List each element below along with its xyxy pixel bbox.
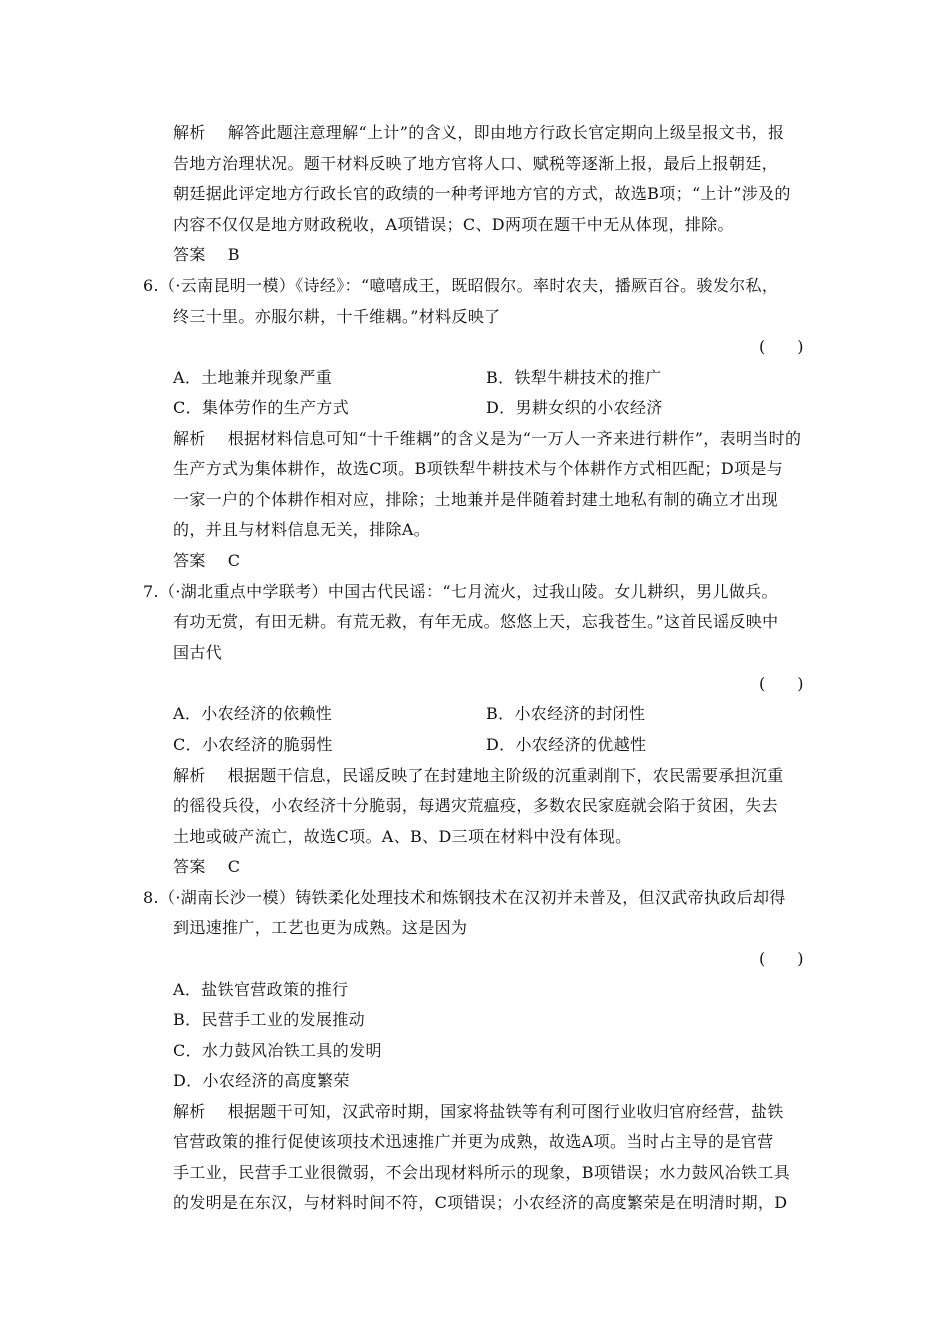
q8-option-c: C．水力鼓风冶铁工具的发明: [173, 1041, 382, 1060]
answer-label: 答案: [173, 857, 206, 876]
q7-option-c: C．小农经济的脆弱性: [173, 735, 333, 754]
q7-answer: [173, 857, 240, 877]
answer-label: 答案: [173, 245, 206, 264]
q8-analysis-line-2: 官营政策的推行促使该项技术迅速推广并更为成熟，故选A项。当时占主导的是官营: [173, 1132, 774, 1151]
q7-option-d: D．小农经济的优越性: [486, 735, 647, 754]
q6-analysis-line-2: 生产方式为集体耕作，故选C项。B项铁犁牛耕技术与个体耕作方式相匹配；D项是与: [173, 459, 784, 478]
q7-answer-paren: ( ): [759, 674, 804, 693]
q8-stem-line-2: 到迅速推广，工艺也更为成熟。这是因为: [173, 918, 468, 937]
q6-answer: [173, 551, 240, 571]
q8-option-b: B．民营手工业的发展推动: [173, 1010, 365, 1029]
q7-analysis-line-3: 土地或破产流亡，故选C项。A、B、D三项在材料中没有体现。: [173, 827, 632, 846]
q7-stem-line-1: 7.（·湖北重点中学联考）中国古代民谣：“七月流火，过我山陵。女儿耕织，男儿做兵。: [143, 582, 778, 601]
analysis-label: 解析: [173, 1102, 206, 1121]
answer-value: C: [227, 551, 241, 570]
q6-analysis-line-1: 解析 根据材料信息可知“十千维耦”的含义是为“一万人一齐来进行耕作”，表明当时的: [173, 429, 802, 448]
q6-stem-line-1: 6.（·云南昆明一模）《诗经》：“噫嘻成王，既昭假尔。率时农夫，播厥百谷。骏发尔私，: [143, 276, 779, 295]
q6-analysis-line-3: 一家一户的个体耕作相对应，排除；土地兼并是伴随着封建土地私有制的确立才出现: [173, 490, 778, 509]
q5-analysis-line-1: 解析 解答此题注意理解“上计”的含义，即由地方行政长官定期向上级呈报文书，报: [173, 123, 785, 142]
q5-analysis-line-4: 内容不仅仅是地方财政税收，A项错误；C、D两项在题干中无从体现，排除。: [173, 215, 734, 234]
q6-option-a: A．土地兼并现象严重: [173, 368, 333, 387]
q7-option-a: A．小农经济的依赖性: [173, 704, 333, 723]
q7-stem-line-3: 国古代: [173, 643, 223, 662]
q8-analysis-line-3: 手工业，民营手工业很微弱，不会出现材料所示的现象，B项错误；水力鼓风冶铁工具: [173, 1163, 791, 1182]
q8-analysis-line-1: 解析 根据题干可知，汉武帝时期，国家将盐铁等有利可图行业收归官府经营，盐铁: [173, 1102, 784, 1121]
q5-analysis-line-3: 朝廷据此评定地方行政长官的政绩的一种考评地方官的方式，故选B项；“上计”涉及的: [173, 184, 791, 203]
analysis-label: 解析: [173, 123, 206, 142]
q6-option-b: B．铁犁牛耕技术的推广: [486, 368, 662, 387]
q8-option-d: D．小农经济的高度繁荣: [173, 1071, 350, 1090]
q7-option-b: B．小农经济的封闭性: [486, 704, 646, 723]
q5-answer: [173, 245, 240, 265]
q6-option-d: D．男耕女织的小农经济: [486, 398, 663, 417]
q5-analysis-line-2: 告地方治理状况。题干材料反映了地方官将人口、赋税等逐渐上报，最后上报朝廷，: [173, 154, 778, 173]
answer-value: C: [227, 857, 241, 876]
answer-label: 答案: [173, 551, 206, 570]
q8-analysis-line-4: 的发明是在东汉，与材料时间不符，C项错误；小农经济的高度繁荣是在明清时期，D: [173, 1193, 788, 1212]
q6-analysis-line-4: 的，并且与材料信息无关，排除A。: [173, 520, 431, 539]
analysis-label: 解析: [173, 429, 206, 448]
q8-answer-paren: ( ): [759, 949, 804, 968]
q8-option-a: A．盐铁官营政策的推行: [173, 980, 349, 999]
q6-stem-line-2: 终三十里。亦服尔耕，十千维耦。”材料反映了: [173, 307, 501, 326]
q7-stem-line-2: 有功无赏，有田无耕。有荒无救，有年无成。悠悠上天，忘我苍生。”这首民谣反映中: [173, 612, 779, 631]
q7-analysis-line-2: 的徭役兵役，小农经济十分脆弱，每遇灾荒瘟疫，多数农民家庭就会陷于贫困，失去: [173, 796, 778, 815]
q8-stem-line-1: 8.（·湖南长沙一模）铸铁柔化处理技术和炼钢技术在汉初并未普及，但汉武帝执政后却得: [143, 888, 786, 907]
q6-answer-paren: ( ): [759, 337, 804, 356]
analysis-label: 解析: [173, 766, 206, 785]
q7-analysis-line-1: 解析 根据题干信息，民谣反映了在封建地主阶级的沉重剥削下，农民需要承担沉重: [173, 766, 784, 785]
q6-option-c: C．集体劳作的生产方式: [173, 398, 350, 417]
answer-value: B: [227, 245, 240, 264]
